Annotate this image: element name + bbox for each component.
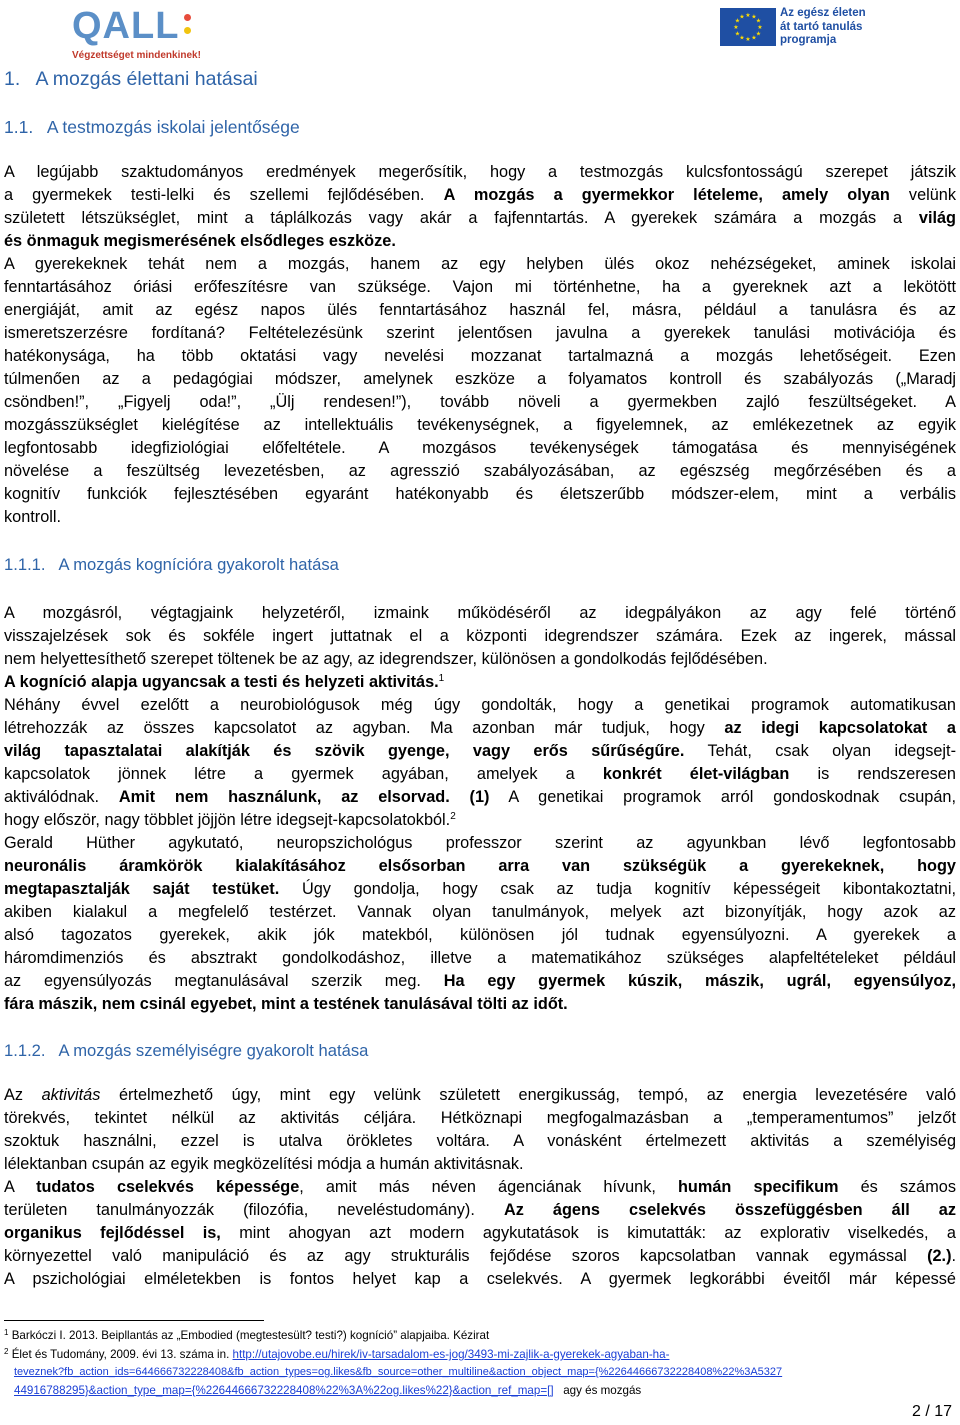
text-run: is rendszeresen (817, 765, 956, 783)
footnote-divider (4, 1320, 264, 1321)
footnote-ref-2[interactable]: 2 (450, 811, 456, 822)
footnote-2 (4, 1346, 669, 1363)
svg-text:★: ★ (755, 30, 762, 38)
qall-logo (72, 5, 201, 64)
subsection-heading-personality (4, 1041, 368, 1061)
bold-run: az idegi kapcsolatokat a (724, 719, 956, 737)
text-run: értelmezhető úgy, mint egy velünk született energikusság, tempó, az energia levezetésére való (118, 1086, 957, 1104)
text-line: A mozgásról, végtagjaink helyzetéről, izmaink működéséről az idegpályákon az agy felé történő (4, 604, 956, 622)
bold-run: Az ágens cselekvés összefüggésben áll az (503, 1201, 956, 1219)
text-line: mozgásszükséglet kielégítése az intellektuális tevékenységnek, a figyelemnek, az emlékezetnek az egyik (4, 416, 956, 434)
text-run: Úgy gondolja, hogy csak az tudja kognitív képességeit kibontakoztatni, (301, 880, 956, 898)
text-line: visszajelzések sok és sokféle ingert juttatnak el a központi idegrendszer számára. Ezek az ingerek, mással (4, 627, 956, 645)
footnote-text: agy és mozgás (563, 1384, 642, 1397)
text-line: kognitív funkciók fejlesztésében egyaránt hatékonyabb és életszerűbb módszer-elem, mint a verbális (4, 485, 956, 503)
text-line: kontroll. (4, 508, 62, 526)
svg-text:★: ★ (745, 12, 751, 19)
subsection-title: A mozgás kognícióra gyakorolt hatása (58, 555, 339, 574)
footnote-link[interactable]: http://utajovobe.eu/hirek/iv-tarsadalom-es-jog/3493-mi-zajlik-a-gyerekek-agyaban-ha- (232, 1348, 670, 1361)
text-line: nem helyettesíthető szerepet töltenek be az agy, az idegrendszer, különösen a gondolkodás fejlődésében. (4, 650, 768, 668)
subsection-number: 1.1.1. (4, 555, 46, 574)
eu-lifelong-learning-logo (720, 8, 880, 52)
text-run: mint ahogyan azt modern agykutatások is kimutatták: az explorativ viselkedés, a (239, 1224, 956, 1242)
bold-run: tudatos cselekvés képessége (36, 1178, 300, 1196)
text-run: velünk (908, 186, 956, 204)
text-line: fenntartásához óriási erőfeszítésre van szüksége. Vajon mi történhetne, ha a gyereknek azt a lekötött (4, 278, 956, 296)
bold-run: fára mászik, nem csinál egyebet, mint a testének tanulásával tölti az időt. (4, 995, 568, 1013)
text-line: hatékonysága, ha több oktatási vagy nevelési mozzanat tartalmazná a mozgás lehetőségeit. Ezen (4, 347, 956, 365)
footnote-link[interactable]: 44916788295}&action_type_map={%22644666732228408%22%3A%22og.likes%22}&action_ref_map=[] (14, 1384, 554, 1397)
qall-logo-word: QALL (72, 5, 180, 47)
qall-dot-red (184, 14, 191, 21)
bold-run: világ tapasztalatai alakítják és szövik gyenge, vagy erős sűrűségűre. (4, 742, 685, 760)
text-run: , amit más néven ágenciának hívunk, (299, 1178, 656, 1196)
text-run: A (4, 1178, 14, 1196)
text-run: A genetikai programok arról gondoskodnak csupán, (508, 788, 956, 806)
text-line (4, 786, 956, 809)
svg-text:★: ★ (734, 17, 741, 25)
bold-run: A mozgás a gyermekkor lételeme, amely olyan (443, 186, 890, 204)
bold-run: humán specifikum (677, 1178, 839, 1196)
bold-run: neuronális áramkörök kialakításához elsősorban arra van szükségük a gyerekeknek, hogy (4, 857, 956, 875)
text-line: energiáját, amit az egész napos ülés fenntartásához használ fel, másra, például a tanulásra és az (4, 301, 956, 319)
bold-run: konkrét élet-világban (602, 765, 790, 783)
subsection-heading-cognition (4, 555, 339, 575)
qall-logo-dots (184, 14, 192, 40)
text-line: csöndben!”, „Figyelj oda!”, „Ülj rendesen!”), tovább növeli a gyermekben zajló feszültségeket. A (4, 393, 956, 411)
bold-run: organikus fejlődéssel is, (4, 1224, 221, 1242)
text-line: Gerald Hüther agykutató, neuropszichológus professzor szerint az agyunkban lévő legfontosabb (4, 834, 956, 852)
eu-logo-line1: Az egész életen (780, 7, 866, 19)
text-line: A gyerekeknek tehát nem a mozgás, hanem az egy helyben ülés okoz nehézségeket, aminek iskolai (4, 255, 956, 273)
text-line (4, 878, 956, 901)
paragraph-cognition (4, 602, 956, 1016)
bold-run: és önmaguk megismerésének elsődleges eszköze. (4, 232, 396, 250)
section-heading (4, 117, 300, 138)
text-line (4, 671, 956, 694)
subsection-title: A mozgás személyiségre gyakorolt hatása (58, 1041, 369, 1060)
text-line (4, 970, 956, 993)
svg-text:★: ★ (757, 24, 763, 31)
paragraph-school-exercise (4, 161, 956, 529)
text-line: törekvés, tekintet nélkül az aktivitás céljára. Hétköznapi megfogalmazásban a „temperamentumos” jelzőt (4, 1109, 956, 1127)
footnote-text: Élet és Tudomány, 2009. évi 13. száma in. (11, 1348, 230, 1361)
page-number: 2 / 17 (911, 1403, 952, 1420)
footnote-2-cont (14, 1382, 641, 1399)
text-run: hogy először, nagy többlet jöjjön létre idegsejt-kapcsolatokból. (4, 811, 451, 829)
svg-text:★: ★ (739, 13, 745, 21)
text-line (4, 717, 956, 740)
bold-run: A kogníció alapja ugyancsak a testi és helyzeti aktivitás. (4, 673, 439, 691)
footnote-text: Barkóczi I. 2013. Beipllantás az „Embodied (megtestesült? testi?) kogníció” alapjaiba. Kézirat (11, 1329, 490, 1342)
bold-run: megtapasztalják saját testüket. (4, 880, 280, 898)
text-line (4, 740, 956, 763)
svg-text:★: ★ (751, 34, 757, 42)
section-number: 1.1. (4, 117, 34, 137)
text-line (4, 763, 956, 786)
text-run: a gyermekek testi-lelki és szellemi fejlődésében. (4, 186, 425, 204)
bold-run: világ (918, 209, 956, 227)
eu-logo-line2: át tartó tanulás (780, 20, 863, 33)
footnote-link[interactable]: teveznek?fb_action_ids=644666732228408&fb_action_types=og.likes&fb_source=other_multiline&action_object_map={%22644666732228408%22%3A5327 (14, 1366, 783, 1378)
bold-run: (2.) (927, 1247, 952, 1265)
text-line (4, 207, 956, 230)
eu-stars-icon (720, 8, 776, 46)
bold-run: Amit nem használunk, az elsorvad. (1) (118, 788, 490, 806)
text-line (4, 230, 956, 253)
text-run: . (951, 1247, 957, 1265)
footnote-ref-1[interactable]: 1 (438, 673, 445, 684)
text-line: A legújabb szaktudományos eredmények megerősítik, hogy a testmozgás kulcsfontosságú szerepet játszik (4, 163, 956, 181)
text-run: Tehát, csak olyan idegsejt- (707, 742, 956, 760)
footnote-2-cont (14, 1364, 782, 1381)
chapter-title: A mozgás élettani hatásai (35, 68, 258, 90)
eu-logo-text (780, 7, 866, 48)
text-run: A gyerekek számára a mozgás a (604, 209, 903, 227)
text-line: Néhány évvel ezelőtt a neurobiológusok még úgy gondolták, hogy a genetikai programok automatikusan (4, 696, 956, 714)
chapter-heading (4, 68, 258, 91)
text-line: A pszichológiai elméletekben is fontos helyet kap a cselekvés. A gyermek legkorábbi éveitől már képessé (4, 1270, 956, 1288)
text-line (4, 1084, 956, 1107)
text-line: növelése a feszültség levezetésben, az agresszió szabályozásában, az egészség megőrzésében és a (4, 462, 956, 480)
eu-logo-line3: programja (780, 34, 837, 46)
chapter-number: 1. (4, 68, 21, 90)
svg-text:★: ★ (733, 24, 739, 31)
svg-text:★: ★ (734, 30, 741, 38)
text-line: legfontosabb idegfiziológiai előfeltétele. A mozgásos tevékenységek támogatása és mennyiségének (4, 439, 956, 457)
text-line (4, 1199, 956, 1222)
svg-text:★: ★ (739, 34, 745, 42)
qall-logo-tagline: Végzettséget mindenkinek! (72, 50, 201, 61)
text-line (4, 184, 956, 207)
svg-text:★: ★ (751, 13, 757, 21)
section-title: A testmozgás iskolai jelentősége (46, 117, 300, 137)
text-line: szoktuk használni, ezzel is utalva örökletes voltára. A vonásként értelmezett aktivitás a személyiség (4, 1132, 956, 1150)
paragraph-personality (4, 1084, 956, 1291)
text-line: alsó tagozatos gyerekek, akik jók matekból, különösen jól tudnak egyensúlyozni. A gyerekek a (4, 926, 956, 944)
text-run: környezettel való manipuláció és az agy strukturális fejődése szoros kapcsolatban vannak egymással (4, 1247, 907, 1265)
text-run: Az (4, 1086, 24, 1104)
bold-run: Ha egy gyermek kúszik, mászik, ugrál, egyensúlyoz, (443, 972, 956, 990)
footnote-number: 2 (4, 1347, 9, 1356)
text-run: született létszükséglet, mint a táplálkozás vagy akár a fajfenntartás. (4, 209, 589, 227)
svg-text:★: ★ (745, 36, 751, 43)
text-line (4, 1245, 956, 1268)
text-line: ismeretszerzésre fordítaná? Feltételezésünk szerint jelentősen javulna a gyerekek tanulási motivációja és (4, 324, 956, 342)
text-line: túlmenően az a pedagógiai módszer, amelynek eszköze a folyamatos kontroll és szabályozás („Maradj (4, 370, 956, 388)
svg-text:★: ★ (755, 17, 762, 25)
text-line (4, 855, 956, 878)
text-line: akiben kialakul a megfelelő testérzet. Vannak olyan tanulmányok, melyek azt bizonyítják, hogy azok az (4, 903, 956, 921)
text-line: háromdimenziós és absztrakt gondolkodáshoz, illetve a matematikához szükséges alapfeltételeket például (4, 949, 956, 967)
footnote-number: 1 (4, 1328, 9, 1337)
text-line: lélektanban csupán az egyik megközelítési módja a humán aktivitásnak. (4, 1155, 524, 1173)
text-run: aktiválódnak. (4, 788, 100, 806)
footnote-1 (4, 1327, 489, 1344)
qall-dot-yellow (184, 27, 191, 34)
text-run: és számos (860, 1178, 956, 1196)
text-run: létrehozzák az összes kapcsolatot az agyban. Ma azonban már tudjuk, hogy (4, 719, 705, 737)
text-run: az egyensúlyozás megtanulásával szerzik meg. (4, 972, 421, 990)
text-line (4, 1176, 956, 1199)
italic-run: aktivitás (41, 1086, 101, 1104)
text-run: területen tanulmányozzák (filozófia, neveléstudomány). (4, 1201, 475, 1219)
text-line (4, 1222, 956, 1245)
eu-flag-icon (720, 8, 776, 46)
text-run: kapcsolatok jönnek létre a gyermek agyában, amelyek a (4, 765, 575, 783)
subsection-number: 1.1.2. (4, 1041, 46, 1060)
text-line (4, 993, 956, 1016)
text-line (4, 809, 956, 832)
